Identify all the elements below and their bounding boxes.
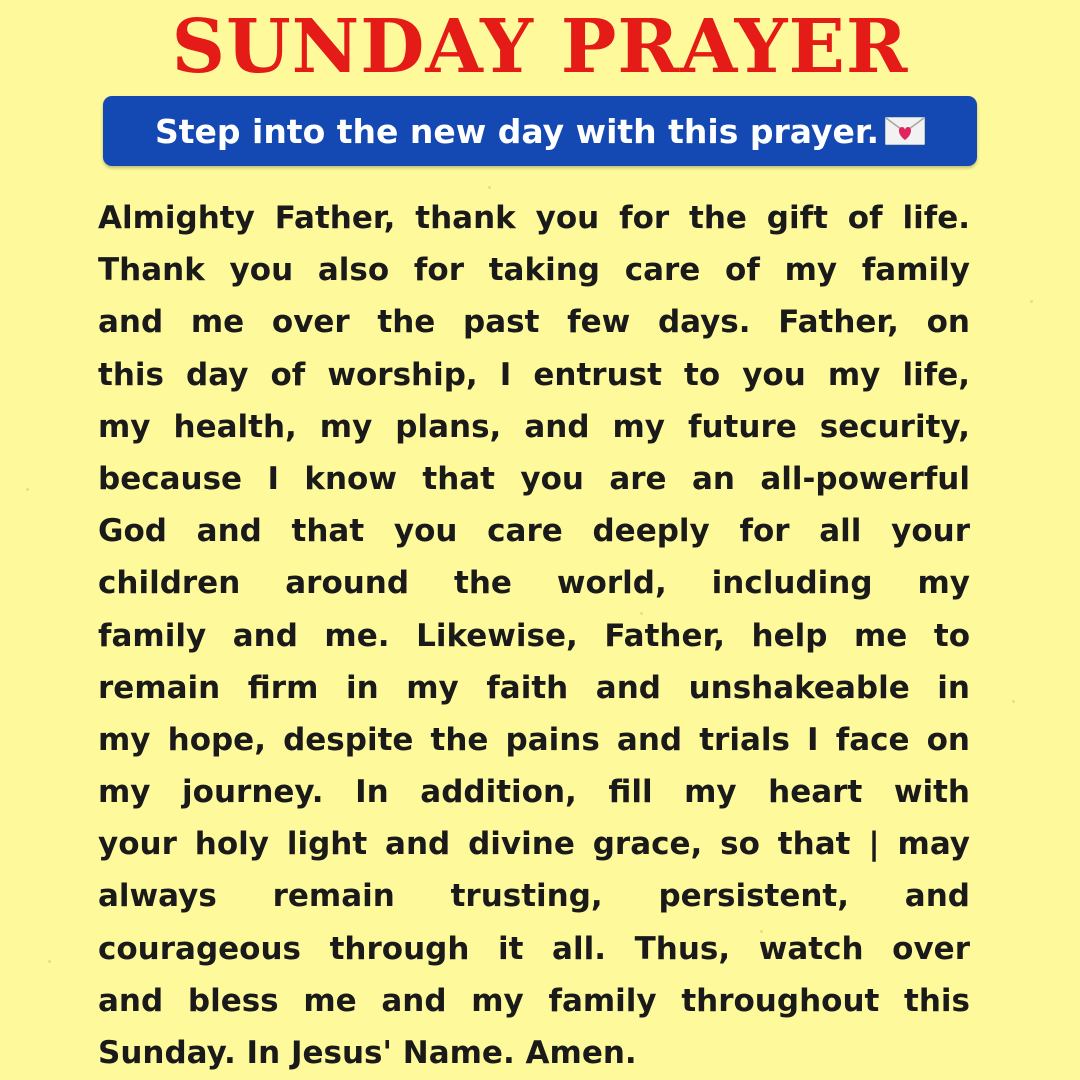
background-speck (26, 488, 29, 491)
prayer-line: family and me. Likewise, Father, help me to (98, 617, 970, 654)
prayer-line: my health, my plans, and my future security, (98, 408, 970, 445)
background-speck (1012, 700, 1015, 703)
background-speck (48, 960, 51, 963)
subtitle-banner (103, 96, 977, 166)
prayer-line: this day of worship, I entrust to you my life, (98, 356, 970, 393)
prayer-line: and bless me and my family throughout this (98, 982, 970, 1019)
prayer-line: because I know that you are an all-powerful (98, 460, 970, 497)
prayer-line: children around the world, including my (98, 565, 970, 602)
page-title: SUNDAY PRAYER (171, 4, 909, 90)
prayer-line: Almighty Father, thank you for the gift of life. (98, 200, 970, 236)
banner-text: Step into the new day with this prayer. (154, 111, 880, 151)
prayer-line: remain firm in my faith and unshakeable in (98, 669, 970, 706)
background-speck (1030, 300, 1033, 303)
love-letter-icon (885, 117, 925, 145)
background-speck (488, 186, 491, 189)
prayer-body (98, 192, 970, 1079)
prayer-line: your holy light and divine grace, so that | may (98, 826, 970, 863)
prayer-line: courageous through it all. Thus, watch over (98, 930, 970, 967)
prayer-line: my journey. In addition, fill my heart with (98, 774, 970, 811)
prayer-line: God and that you care deeply for all your (98, 513, 970, 550)
prayer-line: always remain trusting, persistent, and (98, 878, 970, 915)
prayer-line: Sunday. In Jesus' Name. Amen. (98, 1035, 637, 1071)
prayer-line: and me over the past few days. Father, on (98, 304, 970, 341)
prayer-line: my hope, despite the pains and trials I face on (98, 721, 970, 758)
prayer-line: Thank you also for taking care of my family (98, 252, 970, 289)
